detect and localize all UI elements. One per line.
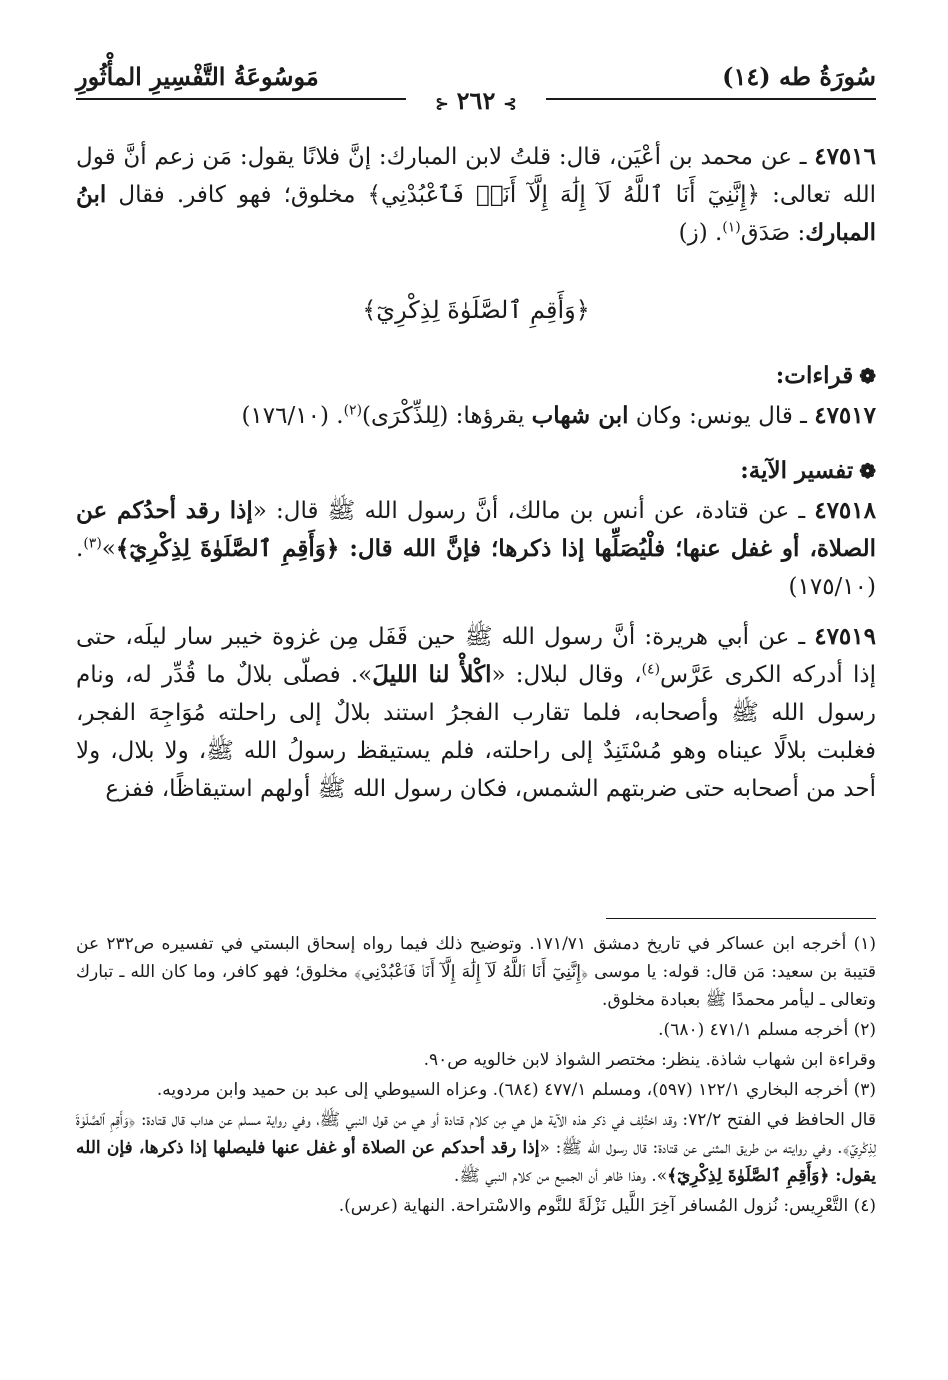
flower-icon: ❁ bbox=[859, 364, 876, 388]
paragraph-text: ، وقال لبلال: « bbox=[491, 662, 642, 688]
verse-heading: ﴿وَأَقِمِ ٱلصَّلَوٰةَ لِذِكْرِيٓ﴾ bbox=[362, 296, 590, 324]
hadith-number: ٤٧٥١٩ bbox=[814, 623, 876, 650]
paragraph-text: ـ عن قتادة، عن أنس بن مالك، أنَّ رسول الله ﷺ قال: « bbox=[252, 498, 815, 524]
running-header bbox=[76, 58, 876, 115]
paragraph-text: ـ قال يونس: وكان bbox=[628, 403, 815, 429]
footnote-ref: (١) bbox=[722, 219, 741, 236]
surah-label: سُورَةُ طه (١٤) bbox=[722, 62, 876, 91]
hadith-paragraph bbox=[76, 397, 876, 435]
hadith-number: ٤٧٥١٧ bbox=[814, 402, 876, 429]
footnote-separator bbox=[606, 918, 876, 919]
section-heading bbox=[76, 362, 876, 389]
paragraph-text: يقرؤها: (لِلذِّكْرَى) bbox=[362, 403, 532, 429]
section-title: قراءات: bbox=[775, 362, 854, 389]
paragraph-text: ـ عن أبي هريرة: أنَّ رسول الله ﷺ حين قَفَل مِن غزوة خيبر سار ليلَه، حتى إذا أدركه الكرى عَرَّس bbox=[76, 624, 876, 688]
footnote: (١) أخرجه ابن عساكر في تاريخ دمشق ١٧١/٧١. وتوضيح ذلك فيما رواه إسحاق البستي في تفسيره ص٢٣٢ عن قتيبة بن سعيد: مَن قال: قوله: يا موسى ﴿إِنَّنِيٓ أَنَا ٱللَّهُ لَآ إِلَٰهَ إِلَّآ أَنَا۠ فَٱعْبُدْنِي﴾ مخلوق؛ فهو كافر، وما كان الله ـ تبارك وتعالى ـ ليأمر محمدًا ﷺ بعبادة مخلوق. bbox=[76, 934, 876, 1010]
footnote: وقراءة ابن شهاب شاذة. ينظر: مختصر الشواذ لابن خالويه ص٩٠. bbox=[423, 1050, 876, 1070]
bold-text: إذا رقد أحدُكم عن الصلاة، أو غفل عنها؛ فلْيُصَلِّها إذا ذكرها؛ فإنَّ الله قال: ﴿وَأَقِمِ ٱلصَّلَوٰةَ لِذِكْرِيٓ﴾ bbox=[76, 497, 876, 562]
page-number-block bbox=[76, 86, 876, 115]
bold-text: ابن شهاب bbox=[531, 402, 629, 429]
paragraph-text: . (١٧٦/١٠) bbox=[241, 403, 344, 429]
flower-icon: ❁ bbox=[859, 459, 876, 483]
section-heading bbox=[76, 457, 876, 484]
footnote bbox=[76, 1106, 876, 1190]
ornament-icon: ⊰ bbox=[435, 94, 449, 113]
hadith-paragraph bbox=[76, 492, 876, 606]
paragraph-text: . (ز) bbox=[678, 220, 723, 246]
hadith-paragraph bbox=[76, 618, 876, 808]
bold-text: إذا رقد أحدكم عن الصلاة أو غفل عنها فليصلها إذا ذكرها، فإن الله يقول: ﴿وَأَقِمِ ٱلصَّلَوٰةَ لِذِكْرِيٓ﴾ bbox=[76, 1138, 876, 1186]
footnote: (٤) التَّعْرِيس: نُزول المُسافر آخِرَ اللَّيل نَزْلَةً للنَّوم والاسْتراحة. النهاية (عرس). bbox=[338, 1196, 876, 1216]
section-title: تفسير الآية: bbox=[740, 457, 854, 484]
footnote-text: ». وهذا ظاهر أن الجميع من كلام النبي ﷺ. bbox=[453, 1166, 668, 1186]
paragraph-text: ـ عن محمد بن أعْيَن، قال: قلتُ لابن المبارك: إنَّ فلانًا يقول: مَن زعم أنَّ قول الله تعالى: ﴿إِنَّنِيٓ أَنَا ٱللَّهُ لَآ إِلَٰهَ إِلَّآ أَنَا۠ فَٱعْبُدْنِي﴾ مخلوق؛ فهو كافر. فقال bbox=[76, 144, 876, 208]
bold-text: ابنُ المبارك bbox=[76, 181, 876, 246]
paragraph-text: » bbox=[101, 536, 116, 562]
paragraph-text: . (١٧٥/١٠) bbox=[76, 536, 876, 600]
footnote: (٢) أخرجه مسلم ٤٧١/١ (٦٨٠). bbox=[658, 1020, 876, 1040]
book-title: مَوسُوعَةُ التَّفْسِيرِ المأْثُورِ bbox=[76, 62, 319, 91]
hadith-number: ٤٧٥١٦ bbox=[814, 143, 876, 170]
page-number: ٢٦٢ bbox=[456, 86, 496, 115]
footnote-text: قال الحافظ في الفتح ٧٢/٢: وقد اختُلِف في ذكر هذه الآية هل هي مِن كلام قتادة أو هي من قول النبي ﷺ، وفي رواية مسلم عن هداب قال قتادة: ﴿وَأَقِمِ ٱلصَّلَوٰةَ لِذِكْرِيٓ﴾. وفي روايته من طريق المثنى عن قتادة: قال رسول الله ﷺ: « bbox=[76, 1110, 876, 1158]
hadith-number: ٤٧٥١٨ bbox=[814, 497, 876, 524]
paragraph-text: : صَدَق bbox=[740, 220, 806, 246]
ornament-icon: ⊱ bbox=[503, 94, 517, 113]
paragraph-text: ». فصلّى بلالٌ ما قُدِّر له، ونام رسول الله ﷺ وأصحابه، فلما تقارب الفجرُ استند بلالٌ إلى راحلته مُوَاجِهَ الفجر، فغلبت بلالًا عيناه وهو مُسْتَنِدٌ إلى راحلته، فلم يستيقظ رسولُ الله ﷺ، ولا بلال، ولا أحد من أصحابه حتى ضربتهم الشمس، فكان رسول الله ﷺ أولهم استيقاظًا، ففزع bbox=[76, 662, 876, 802]
main-text bbox=[76, 138, 876, 820]
footnote-ref: (٢) bbox=[343, 402, 363, 419]
footnote: (٣) أخرجه البخاري ١٢٢/١ (٥٩٧)، ومسلم ٤٧٧/١ (٦٨٤). وعزاه السيوطي إلى عبد بن حميد وابن مردويه. bbox=[156, 1080, 876, 1100]
footnote-ref: (٤) bbox=[641, 661, 661, 678]
bold-text: اكْلأْ لنا الليلَ bbox=[372, 661, 492, 688]
hadith-paragraph bbox=[76, 138, 876, 252]
footnotes bbox=[76, 930, 876, 1222]
footnote-ref: (٣) bbox=[83, 535, 102, 552]
